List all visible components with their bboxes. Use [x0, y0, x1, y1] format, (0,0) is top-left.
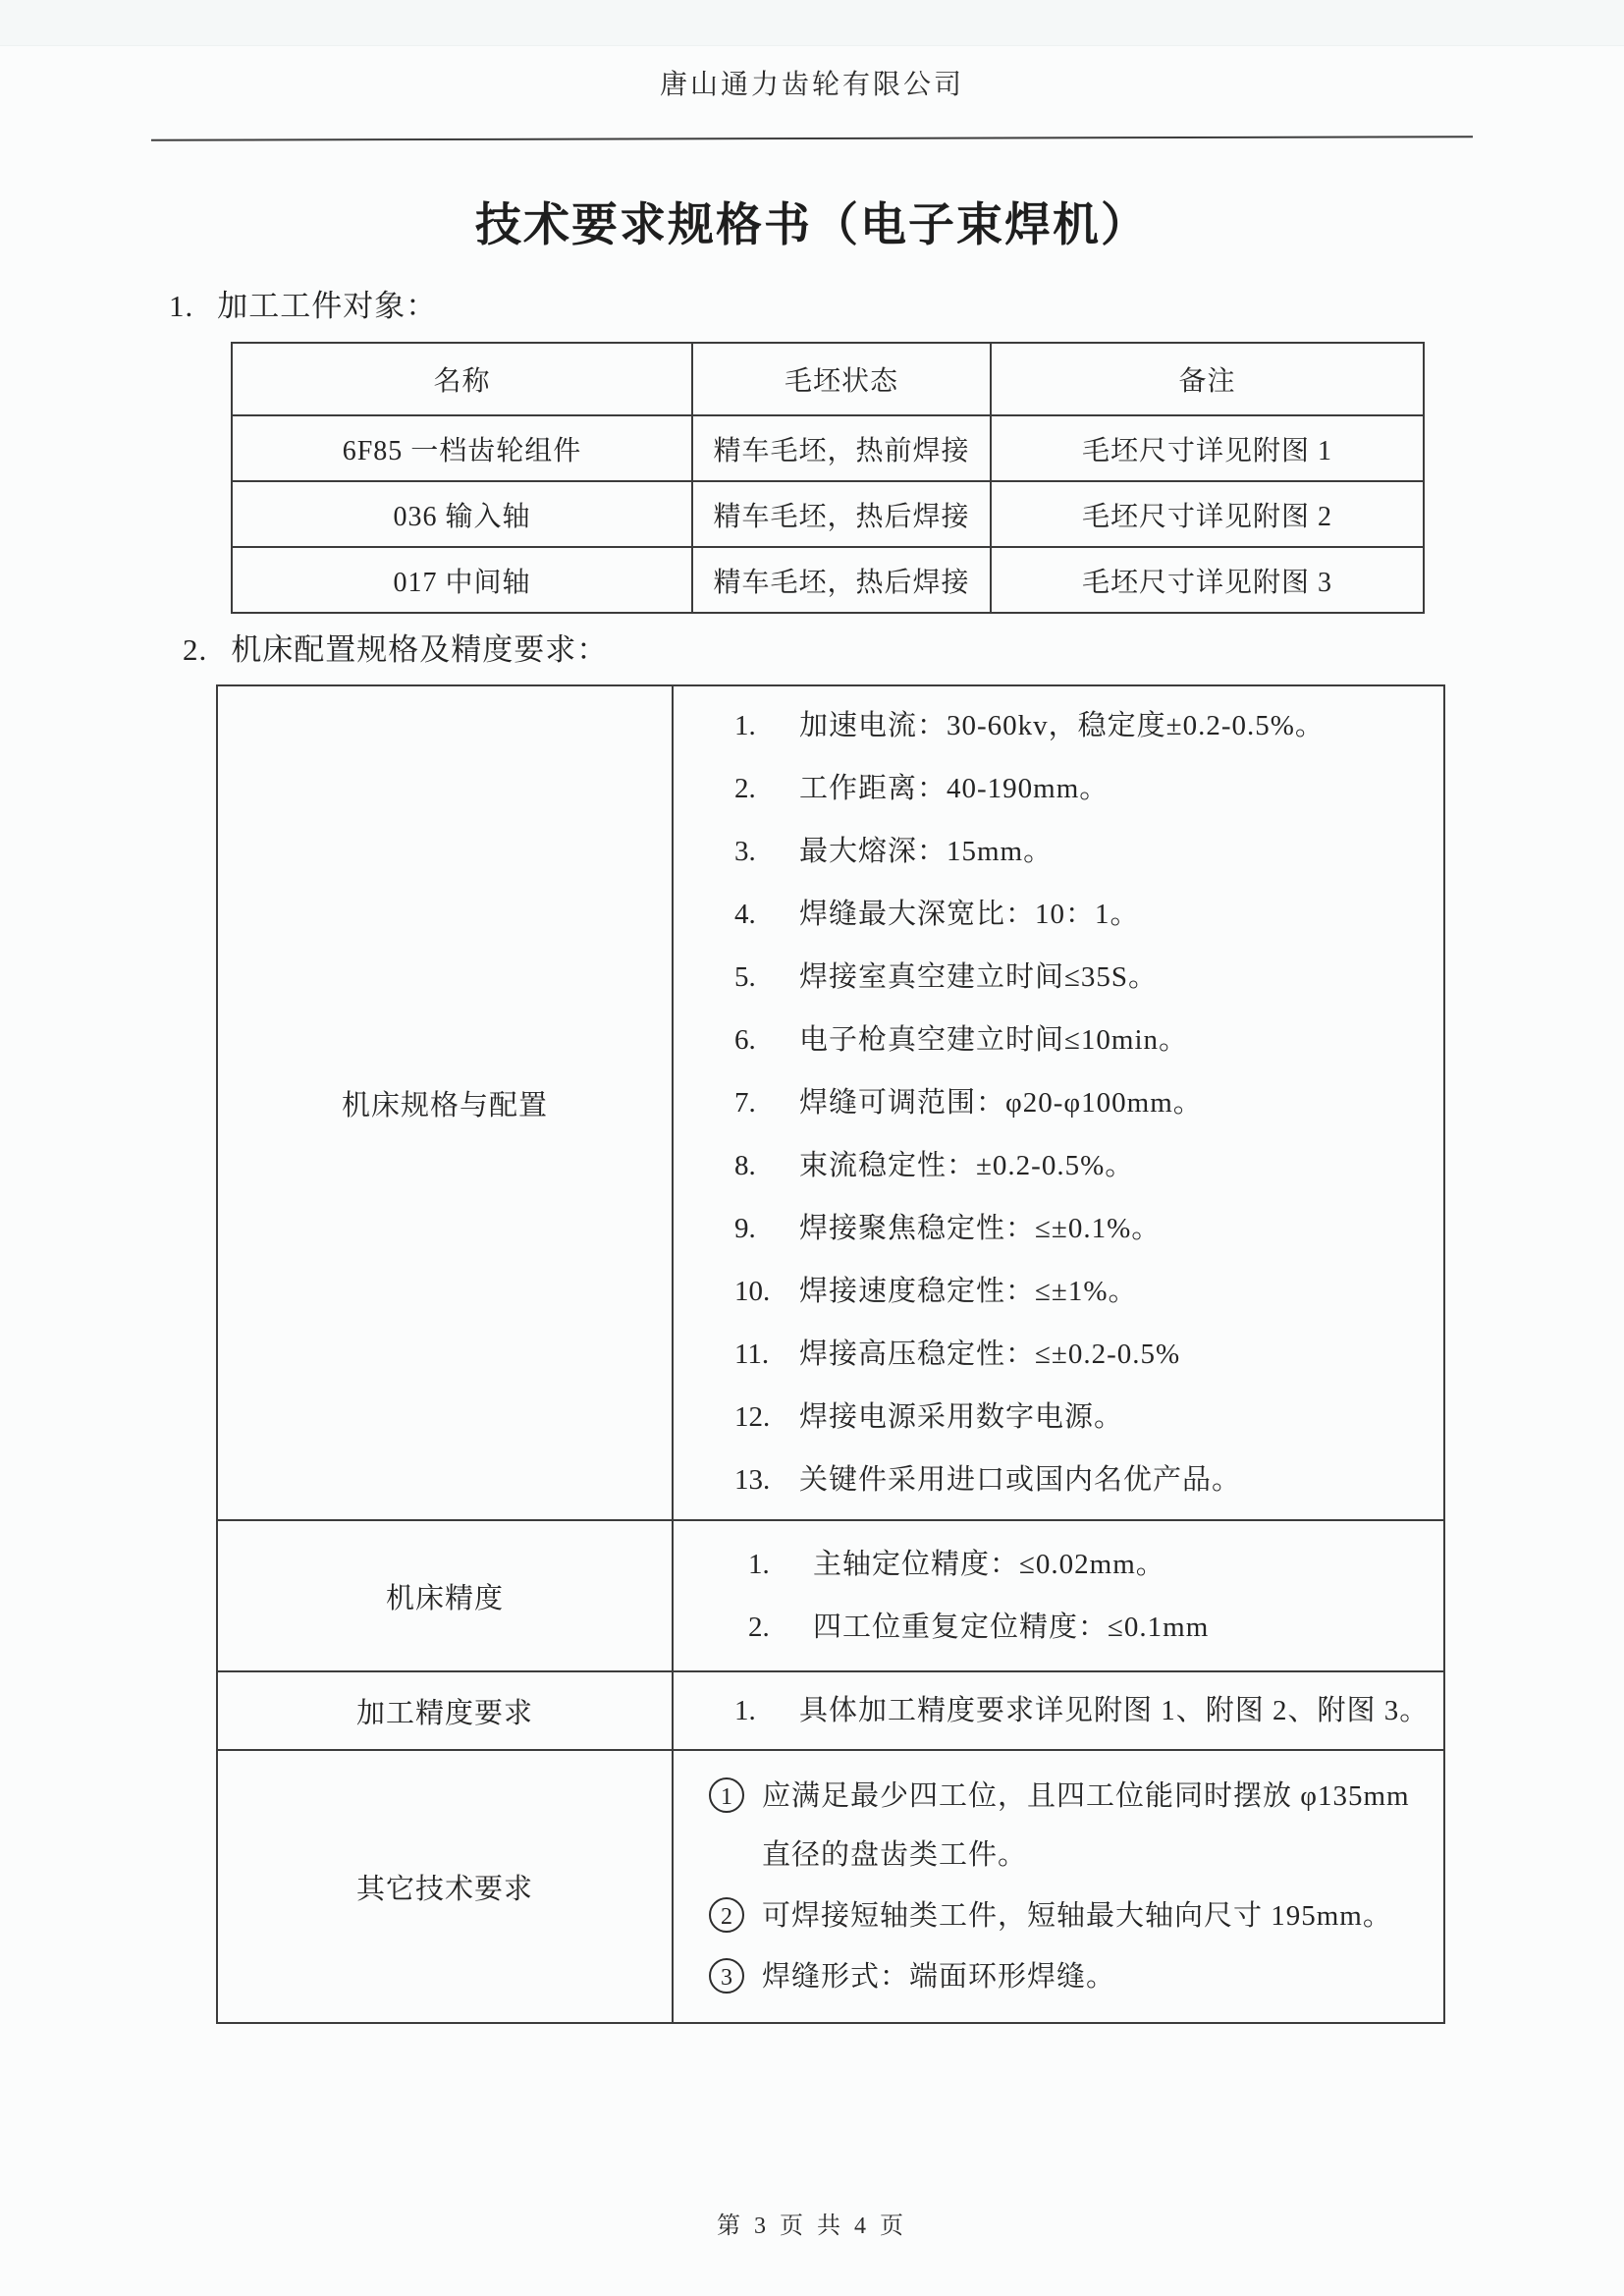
spec-item — [674, 1071, 1430, 1134]
circled-number: 3 — [709, 1958, 744, 1994]
spec-item — [674, 757, 1430, 820]
spec-item — [674, 1323, 1430, 1386]
spec-item-number: 7. — [734, 1087, 756, 1119]
spec-item — [674, 820, 1430, 883]
spec-row-machine-config — [217, 685, 1444, 1520]
header-cell-blank-state: 毛坯状态 — [692, 343, 991, 415]
cell-name: 6F85 一档齿轮组件 — [232, 415, 692, 481]
spec-item — [674, 1386, 1430, 1449]
spec-item — [687, 1533, 1430, 1596]
spec-table — [216, 684, 1445, 2024]
cell-remarks: 毛坯尺寸详见附图 1 — [991, 415, 1424, 481]
spec-item — [674, 1886, 1420, 1945]
spec-row-label: 其它技术要求 — [217, 1750, 673, 2023]
cell-blank-state: 精车毛坯，热前焊接 — [692, 415, 991, 481]
spec-item-text: 应满足最少四工位，且四工位能同时摆放 φ135mm 直径的盘齿类工件。 — [762, 1780, 1410, 1871]
spec-item — [674, 1767, 1420, 1885]
spec-item-number: 4. — [734, 899, 756, 930]
spec-item-text: 四工位重复定位精度：≤0.1mm — [813, 1612, 1210, 1643]
cell-remarks: 毛坯尺寸详见附图 2 — [991, 481, 1424, 547]
cell-name: 017 中间轴 — [232, 547, 692, 613]
spec-item — [674, 694, 1430, 757]
page-footer: 第 3 页 共 4 页 — [717, 2214, 907, 2239]
workpiece-table-header-row — [232, 343, 1424, 415]
circled-number: 1 — [709, 1777, 744, 1813]
workpiece-table — [231, 342, 1425, 614]
spec-item-number: 9. — [734, 1213, 756, 1244]
spec-item-number: 10. — [734, 1276, 771, 1307]
section-2-heading — [183, 625, 608, 669]
spec-item-text: 主轴定位精度：≤0.02mm。 — [813, 1549, 1165, 1580]
spec-item-text: 关键件采用进口或国内名优产品。 — [799, 1464, 1242, 1496]
spec-item-text: 工作距离：40-190mm。 — [799, 773, 1110, 804]
workpiece-row — [232, 547, 1424, 613]
spec-items-cell — [673, 1520, 1444, 1671]
header-cell-name: 名称 — [232, 343, 692, 415]
spec-item-number: 1. — [748, 1549, 770, 1580]
spec-item-number: 3. — [734, 836, 756, 867]
section-2-number: 2. — [183, 632, 208, 667]
spec-item-text: 焊接室真空建立时间≤35S。 — [799, 961, 1159, 993]
spec-item-number: 6. — [734, 1024, 756, 1056]
spec-item-text: 焊缝可调范围：φ20-φ100mm。 — [799, 1087, 1203, 1119]
spec-item — [674, 1260, 1430, 1323]
spec-item-text: 焊缝形式：端面环形焊缝。 — [762, 1961, 1116, 1993]
spec-items-cell — [673, 685, 1444, 1520]
workpiece-row — [232, 481, 1424, 547]
spec-item — [674, 883, 1430, 946]
spec-row-label: 机床精度 — [217, 1520, 673, 1671]
workpiece-row — [232, 415, 1424, 481]
header-cell-remarks: 备注 — [991, 343, 1424, 415]
spec-item-text: 加速电流：30-60kv，稳定度±0.2-0.5%。 — [799, 710, 1325, 741]
header-divider — [151, 136, 1473, 141]
company-name: 唐山通力齿轮有限公司 — [659, 70, 964, 100]
cell-blank-state: 精车毛坯，热后焊接 — [692, 547, 991, 613]
spec-item-text: 可焊接短轴类工件，短轴最大轴向尺寸 195mm。 — [762, 1900, 1392, 1932]
spec-item-number: 5. — [734, 961, 756, 993]
spec-item — [674, 1197, 1430, 1260]
spec-item-text: 焊接高压稳定性：≤±0.2-0.5% — [799, 1339, 1181, 1370]
spec-item-number: 12. — [734, 1401, 771, 1433]
cell-blank-state: 精车毛坯，热后焊接 — [692, 481, 991, 547]
spec-item — [674, 1947, 1420, 2006]
spec-item-number: 1. — [734, 710, 756, 741]
cell-name: 036 输入轴 — [232, 481, 692, 547]
spec-items-cell — [673, 1750, 1444, 2023]
spec-item — [674, 1449, 1430, 1511]
spec-item-number: 8. — [734, 1150, 756, 1181]
spec-row-label: 机床规格与配置 — [217, 685, 673, 1520]
spec-item-text: 焊缝最大深宽比：10：1。 — [799, 899, 1140, 930]
spec-item-number: 1. — [734, 1695, 756, 1726]
spec-item-text: 电子枪真空建立时间≤10min。 — [799, 1024, 1189, 1056]
spec-item-text: 束流稳定性：±0.2-0.5%。 — [799, 1150, 1135, 1181]
spec-item — [674, 1679, 1430, 1742]
spec-items-cell — [673, 1671, 1444, 1750]
section-2-label: 机床配置规格及精度要求： — [231, 632, 609, 667]
spec-item-text: 焊接速度稳定性：≤±1%。 — [799, 1276, 1138, 1307]
spec-item — [674, 946, 1430, 1009]
circled-number: 2 — [709, 1897, 744, 1933]
spec-item — [687, 1596, 1430, 1659]
section-1-number: 1. — [169, 289, 194, 323]
spec-item-text: 具体加工精度要求详见附图 1、附图 2、附图 3。 — [799, 1695, 1430, 1726]
spec-item — [674, 1134, 1430, 1197]
spec-row-machining-precision — [217, 1671, 1444, 1750]
spec-row-other-requirements — [217, 1750, 1444, 2023]
document-title: 技术要求规格书（电子束焊机） — [475, 200, 1149, 251]
spec-row-machine-precision — [217, 1520, 1444, 1671]
spec-row-label: 加工精度要求 — [217, 1671, 673, 1750]
spec-item-number: 2. — [748, 1612, 770, 1643]
section-1-heading — [169, 281, 437, 325]
spec-item-text: 焊接电源采用数字电源。 — [799, 1401, 1124, 1433]
spec-item-number: 2. — [734, 773, 756, 804]
spec-item-number: 11. — [734, 1339, 770, 1370]
spec-item-text: 最大熔深：15mm。 — [799, 836, 1054, 867]
cell-remarks: 毛坯尺寸详见附图 3 — [991, 547, 1424, 613]
spec-item — [674, 1009, 1430, 1071]
scan-edge-artifact — [0, 0, 1624, 46]
spec-item-number: 13. — [734, 1464, 771, 1496]
spec-item-text: 焊接聚焦稳定性：≤±0.1%。 — [799, 1213, 1162, 1244]
section-1-label: 加工工件对象： — [217, 289, 438, 323]
